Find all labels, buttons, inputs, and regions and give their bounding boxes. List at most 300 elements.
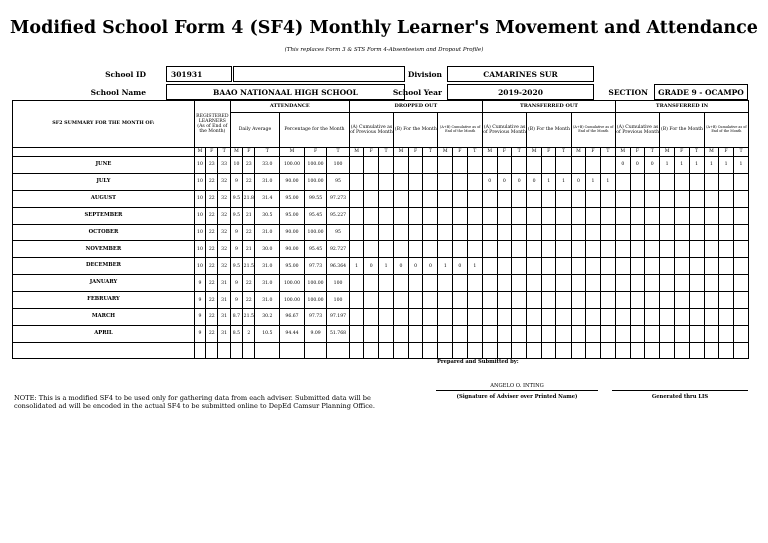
table-cell bbox=[541, 241, 556, 258]
table-cell bbox=[541, 157, 556, 174]
table-cell: 31.0 bbox=[255, 292, 280, 309]
month-cell: MARCH bbox=[13, 309, 195, 326]
table-cell bbox=[394, 309, 409, 326]
table-cell: 95.00 bbox=[280, 207, 305, 224]
table-cell bbox=[541, 258, 556, 275]
blank-cell bbox=[733, 342, 748, 358]
table-cell: 97.197 bbox=[327, 309, 350, 326]
mft-header-t: T bbox=[645, 148, 660, 157]
mft-header-m: M bbox=[394, 148, 409, 157]
table-cell bbox=[733, 292, 748, 309]
month-cell: SEPTEMBER bbox=[13, 207, 195, 224]
table-cell bbox=[497, 325, 512, 342]
blank-cell bbox=[689, 342, 704, 358]
mft-header-t: T bbox=[218, 148, 230, 157]
table-cell bbox=[660, 275, 675, 292]
table-cell bbox=[364, 309, 379, 326]
blank-row bbox=[13, 342, 749, 358]
table-cell: 30.0 bbox=[255, 241, 280, 258]
table-cell: 21.5 bbox=[243, 258, 255, 275]
table-cell bbox=[423, 157, 438, 174]
table-cell: 1 bbox=[733, 157, 748, 174]
table-cell bbox=[674, 224, 689, 241]
table-cell: 9 bbox=[194, 309, 205, 326]
table-cell bbox=[674, 173, 689, 190]
table-cell: 22 bbox=[243, 173, 255, 190]
table-cell bbox=[689, 309, 704, 326]
table-cell: 0 bbox=[394, 258, 409, 275]
signature-label: (Signature of Adviser over Printed Name) bbox=[456, 394, 578, 400]
table-cell: 22 bbox=[206, 207, 218, 224]
attendance-table bbox=[12, 100, 749, 359]
table-cell bbox=[438, 224, 453, 241]
table-cell bbox=[733, 173, 748, 190]
mft-header-m: M bbox=[660, 148, 675, 157]
mft-header-m: M bbox=[704, 148, 719, 157]
table-cell bbox=[482, 275, 497, 292]
table-cell bbox=[600, 190, 615, 207]
table-cell bbox=[556, 190, 571, 207]
table-cell bbox=[571, 157, 586, 174]
table-cell bbox=[482, 292, 497, 309]
blank-cell bbox=[230, 342, 242, 358]
table-cell bbox=[541, 325, 556, 342]
table-cell: 2 bbox=[243, 325, 255, 342]
table-cell bbox=[482, 224, 497, 241]
table-cell: 22 bbox=[243, 292, 255, 309]
table-cell bbox=[556, 309, 571, 326]
table-cell bbox=[349, 207, 364, 224]
blank-cell bbox=[13, 342, 195, 358]
table-cell bbox=[645, 292, 660, 309]
month-cell: FEBRUARY bbox=[13, 292, 195, 309]
table-cell bbox=[527, 309, 542, 326]
table-cell bbox=[378, 173, 393, 190]
month-cell: JULY bbox=[13, 173, 195, 190]
table-cell bbox=[600, 157, 615, 174]
form-title: Modified School Form 4 (SF4) Monthly Learner's Movement and Attendance bbox=[10, 18, 758, 38]
table-cell: 0 bbox=[615, 157, 630, 174]
school-year-field: 2019-2020 bbox=[447, 84, 594, 100]
table-cell bbox=[364, 325, 379, 342]
mft-header-t: T bbox=[255, 148, 280, 157]
table-cell: 9.5 bbox=[230, 207, 242, 224]
table-cell: 90.00 bbox=[280, 241, 305, 258]
table-cell bbox=[719, 224, 734, 241]
table-cell: 21.8 bbox=[243, 190, 255, 207]
table-cell bbox=[704, 190, 719, 207]
table-cell bbox=[378, 325, 393, 342]
blank-cell bbox=[645, 342, 660, 358]
table-cell bbox=[704, 258, 719, 275]
blank-cell bbox=[704, 342, 719, 358]
table-cell bbox=[571, 224, 586, 241]
adviser-name: ANGELO O. INTING bbox=[490, 383, 544, 389]
table-cell bbox=[423, 292, 438, 309]
table-cell bbox=[482, 157, 497, 174]
table-cell bbox=[660, 224, 675, 241]
table-cell: 22 bbox=[243, 224, 255, 241]
table-cell bbox=[512, 292, 527, 309]
table-cell bbox=[556, 224, 571, 241]
table-cell bbox=[423, 207, 438, 224]
table-cell: 21 bbox=[243, 241, 255, 258]
table-cell: 99.55 bbox=[304, 190, 326, 207]
table-cell bbox=[394, 173, 409, 190]
table-cell: 100.00 bbox=[280, 157, 305, 174]
table-cell: 100.00 bbox=[304, 275, 326, 292]
table-cell: 9 bbox=[230, 224, 242, 241]
table-cell: 1 bbox=[349, 258, 364, 275]
mft-header-f: F bbox=[304, 148, 326, 157]
blank-cell bbox=[218, 342, 230, 358]
table-cell bbox=[349, 173, 364, 190]
table-cell bbox=[408, 224, 423, 241]
table-cell bbox=[512, 224, 527, 241]
table-cell bbox=[394, 325, 409, 342]
table-cell bbox=[378, 292, 393, 309]
blank-cell bbox=[719, 342, 734, 358]
table-cell: 0 bbox=[512, 173, 527, 190]
table-cell bbox=[704, 275, 719, 292]
blank-cell bbox=[304, 342, 326, 358]
table-cell: 51.768 bbox=[327, 325, 350, 342]
table-cell: 9.5 bbox=[230, 190, 242, 207]
table-cell bbox=[556, 157, 571, 174]
table-cell bbox=[600, 309, 615, 326]
table-cell bbox=[719, 258, 734, 275]
mft-header-f: F bbox=[243, 148, 255, 157]
table-cell bbox=[674, 325, 689, 342]
month-cell: AUGUST bbox=[13, 190, 195, 207]
table-cell bbox=[378, 224, 393, 241]
table-cell bbox=[689, 258, 704, 275]
section-field: GRADE 9 - OCAMPO bbox=[654, 84, 748, 100]
table-cell: 9 bbox=[194, 275, 205, 292]
school-name-label: School Name bbox=[90, 88, 146, 97]
blank-cell bbox=[527, 342, 542, 358]
table-cell: 95 bbox=[327, 224, 350, 241]
mft-header-m: M bbox=[438, 148, 453, 157]
mft-header-t: T bbox=[378, 148, 393, 157]
table-cell: 22 bbox=[206, 258, 218, 275]
table-cell: 32 bbox=[218, 224, 230, 241]
table-cell: 32 bbox=[218, 258, 230, 275]
table-row bbox=[13, 309, 749, 326]
blank-cell bbox=[243, 342, 255, 358]
table-cell bbox=[704, 207, 719, 224]
table-cell bbox=[423, 275, 438, 292]
table-cell bbox=[364, 241, 379, 258]
school-id-label: School ID bbox=[105, 70, 146, 79]
table-cell bbox=[497, 309, 512, 326]
table-cell bbox=[645, 325, 660, 342]
table-cell bbox=[645, 275, 660, 292]
table-cell: 9 bbox=[230, 292, 242, 309]
mft-header-m: M bbox=[615, 148, 630, 157]
table-cell bbox=[586, 190, 601, 207]
table-cell: 0 bbox=[408, 258, 423, 275]
table-cell bbox=[541, 292, 556, 309]
blank-cell bbox=[378, 342, 393, 358]
blank-cell bbox=[512, 342, 527, 358]
table-row bbox=[13, 292, 749, 309]
table-cell bbox=[660, 325, 675, 342]
table-cell bbox=[467, 292, 482, 309]
section-label: SECTION bbox=[608, 88, 648, 97]
table-cell bbox=[482, 309, 497, 326]
table-cell bbox=[586, 207, 601, 224]
table-cell bbox=[571, 275, 586, 292]
table-cell: 100.00 bbox=[280, 275, 305, 292]
dropped-cum-prev-header: (A) Cumulative as of Previous Month bbox=[349, 113, 393, 148]
table-cell: 32 bbox=[218, 190, 230, 207]
table-cell: 100.00 bbox=[304, 157, 326, 174]
table-cell bbox=[630, 275, 645, 292]
table-cell bbox=[482, 190, 497, 207]
table-cell bbox=[689, 190, 704, 207]
table-cell: 97.73 bbox=[304, 258, 326, 275]
blank-cell bbox=[438, 342, 453, 358]
table-cell bbox=[645, 207, 660, 224]
mft-header-m: M bbox=[349, 148, 364, 157]
generated-label: Generated thru LIS bbox=[651, 394, 709, 400]
table-cell bbox=[630, 258, 645, 275]
table-cell bbox=[512, 258, 527, 275]
table-cell bbox=[541, 309, 556, 326]
table-cell bbox=[438, 309, 453, 326]
table-cell bbox=[527, 190, 542, 207]
table-cell bbox=[527, 224, 542, 241]
table-cell bbox=[497, 157, 512, 174]
table-cell: 0 bbox=[630, 157, 645, 174]
mft-header-f: F bbox=[541, 148, 556, 157]
table-cell bbox=[438, 241, 453, 258]
table-cell bbox=[527, 275, 542, 292]
table-cell bbox=[364, 157, 379, 174]
table-cell: 10 bbox=[194, 190, 205, 207]
month-cell: APRIL bbox=[13, 325, 195, 342]
table-cell bbox=[689, 292, 704, 309]
table-cell: 9.5 bbox=[230, 258, 242, 275]
table-cell: 22 bbox=[206, 190, 218, 207]
table-cell: 22 bbox=[206, 173, 218, 190]
table-cell: 9.09 bbox=[304, 325, 326, 342]
table-cell bbox=[453, 224, 468, 241]
table-cell bbox=[453, 173, 468, 190]
table-cell bbox=[438, 157, 453, 174]
blank-cell bbox=[600, 342, 615, 358]
table-cell: 31.4 bbox=[255, 190, 280, 207]
table-cell: 100.00 bbox=[304, 292, 326, 309]
table-cell: 1 bbox=[541, 173, 556, 190]
blank-cell bbox=[615, 342, 630, 358]
table-cell bbox=[349, 157, 364, 174]
table-cell bbox=[364, 224, 379, 241]
table-cell bbox=[349, 309, 364, 326]
table-cell bbox=[512, 275, 527, 292]
dropped-for-month-header: (B) For the Month bbox=[394, 113, 438, 148]
mft-header-f: F bbox=[364, 148, 379, 157]
table-cell bbox=[556, 325, 571, 342]
table-cell: 23 bbox=[243, 157, 255, 174]
table-cell bbox=[482, 241, 497, 258]
table-cell bbox=[497, 207, 512, 224]
table-cell: 33.0 bbox=[255, 157, 280, 174]
table-cell bbox=[453, 207, 468, 224]
table-cell bbox=[630, 173, 645, 190]
table-cell: 22 bbox=[206, 309, 218, 326]
table-cell bbox=[674, 207, 689, 224]
table-cell bbox=[571, 207, 586, 224]
table-cell: 1 bbox=[556, 173, 571, 190]
blank-cell bbox=[630, 342, 645, 358]
table-cell: 94.44 bbox=[280, 325, 305, 342]
mft-header-t: T bbox=[467, 148, 482, 157]
attendance-header: ATTENDANCE bbox=[230, 101, 349, 113]
table-cell bbox=[733, 258, 748, 275]
table-cell bbox=[349, 275, 364, 292]
mft-header-f: F bbox=[497, 148, 512, 157]
table-cell bbox=[704, 292, 719, 309]
table-row bbox=[13, 173, 749, 190]
table-cell: 31 bbox=[218, 275, 230, 292]
blank-cell bbox=[408, 342, 423, 358]
blank-cell bbox=[349, 342, 364, 358]
blank-cell bbox=[586, 342, 601, 358]
dropped-cum-end-header: (A+B) Cumulative as of End of the Month bbox=[438, 113, 482, 148]
blank-cell bbox=[194, 342, 205, 358]
table-cell: 1 bbox=[660, 157, 675, 174]
table-cell bbox=[674, 292, 689, 309]
mft-header-m: M bbox=[527, 148, 542, 157]
table-cell bbox=[378, 207, 393, 224]
table-cell: 31.0 bbox=[255, 275, 280, 292]
table-cell: 22 bbox=[206, 325, 218, 342]
table-cell: 22 bbox=[206, 292, 218, 309]
table-cell: 100.00 bbox=[280, 292, 305, 309]
division-label: Division bbox=[407, 70, 442, 79]
table-cell: 22 bbox=[206, 241, 218, 258]
table-cell bbox=[630, 207, 645, 224]
blank-cell bbox=[541, 342, 556, 358]
month-cell: OCTOBER bbox=[13, 224, 195, 241]
table-cell bbox=[349, 241, 364, 258]
table-cell bbox=[630, 224, 645, 241]
table-cell bbox=[394, 241, 409, 258]
tin-cum-end-header: (A+B) Cumulative as of End of the Month bbox=[704, 113, 748, 148]
mft-header-f: F bbox=[408, 148, 423, 157]
table-cell bbox=[349, 325, 364, 342]
table-cell bbox=[394, 292, 409, 309]
table-cell bbox=[423, 224, 438, 241]
table-cell: 92.727 bbox=[327, 241, 350, 258]
table-cell bbox=[467, 224, 482, 241]
mft-header-t: T bbox=[512, 148, 527, 157]
table-cell bbox=[733, 309, 748, 326]
table-cell bbox=[349, 224, 364, 241]
blank-cell bbox=[206, 342, 218, 358]
table-cell: 1 bbox=[467, 258, 482, 275]
table-cell: 10.5 bbox=[255, 325, 280, 342]
table-cell bbox=[438, 190, 453, 207]
mft-header-f: F bbox=[586, 148, 601, 157]
table-cell bbox=[586, 224, 601, 241]
table-cell: 9 bbox=[230, 275, 242, 292]
table-cell bbox=[438, 207, 453, 224]
table-cell bbox=[467, 190, 482, 207]
table-cell: 0 bbox=[482, 173, 497, 190]
table-cell bbox=[482, 258, 497, 275]
table-cell bbox=[630, 292, 645, 309]
table-cell bbox=[408, 309, 423, 326]
table-cell bbox=[408, 190, 423, 207]
table-cell bbox=[453, 309, 468, 326]
table-cell: 31.0 bbox=[255, 173, 280, 190]
table-cell bbox=[556, 207, 571, 224]
table-cell bbox=[394, 224, 409, 241]
blank-cell bbox=[423, 342, 438, 358]
table-cell: 31.0 bbox=[255, 224, 280, 241]
table-cell bbox=[408, 241, 423, 258]
table-cell: 95 bbox=[327, 173, 350, 190]
table-cell: 90.00 bbox=[280, 224, 305, 241]
blank-cell bbox=[255, 342, 280, 358]
table-cell bbox=[453, 325, 468, 342]
table-cell: 8.7 bbox=[230, 309, 242, 326]
table-cell: 10 bbox=[194, 207, 205, 224]
table-cell bbox=[586, 275, 601, 292]
month-cell: JANUARY bbox=[13, 275, 195, 292]
table-cell bbox=[364, 292, 379, 309]
table-cell bbox=[615, 190, 630, 207]
table-cell bbox=[645, 258, 660, 275]
table-cell bbox=[674, 275, 689, 292]
table-cell bbox=[556, 275, 571, 292]
table-cell bbox=[453, 292, 468, 309]
mft-header-f: F bbox=[453, 148, 468, 157]
table-cell: 0 bbox=[423, 258, 438, 275]
table-cell: 90.00 bbox=[280, 173, 305, 190]
table-cell bbox=[615, 325, 630, 342]
percentage-month-header: Percentage for the Month bbox=[280, 113, 350, 148]
table-cell bbox=[527, 258, 542, 275]
table-cell bbox=[719, 309, 734, 326]
table-cell bbox=[660, 292, 675, 309]
table-cell: 1 bbox=[689, 157, 704, 174]
mft-header-t: T bbox=[733, 148, 748, 157]
table-cell bbox=[645, 173, 660, 190]
table-cell: 1 bbox=[674, 157, 689, 174]
blank-cell bbox=[556, 342, 571, 358]
table-cell bbox=[467, 241, 482, 258]
table-cell bbox=[719, 292, 734, 309]
table-cell bbox=[394, 207, 409, 224]
table-cell bbox=[453, 241, 468, 258]
blank-cell bbox=[280, 342, 305, 358]
table-cell bbox=[674, 190, 689, 207]
table-cell bbox=[660, 190, 675, 207]
registered-header: REGISTERED LEARNERS (As of End of the Month) bbox=[194, 101, 230, 148]
table-cell: 21 bbox=[243, 207, 255, 224]
school-name-field: BAAO NATIONAAL HIGH SCHOOL bbox=[166, 84, 405, 100]
table-cell bbox=[497, 190, 512, 207]
table-cell bbox=[660, 207, 675, 224]
blank-cell bbox=[660, 342, 675, 358]
table-cell bbox=[527, 292, 542, 309]
table-cell: 22 bbox=[243, 275, 255, 292]
table-cell bbox=[733, 207, 748, 224]
